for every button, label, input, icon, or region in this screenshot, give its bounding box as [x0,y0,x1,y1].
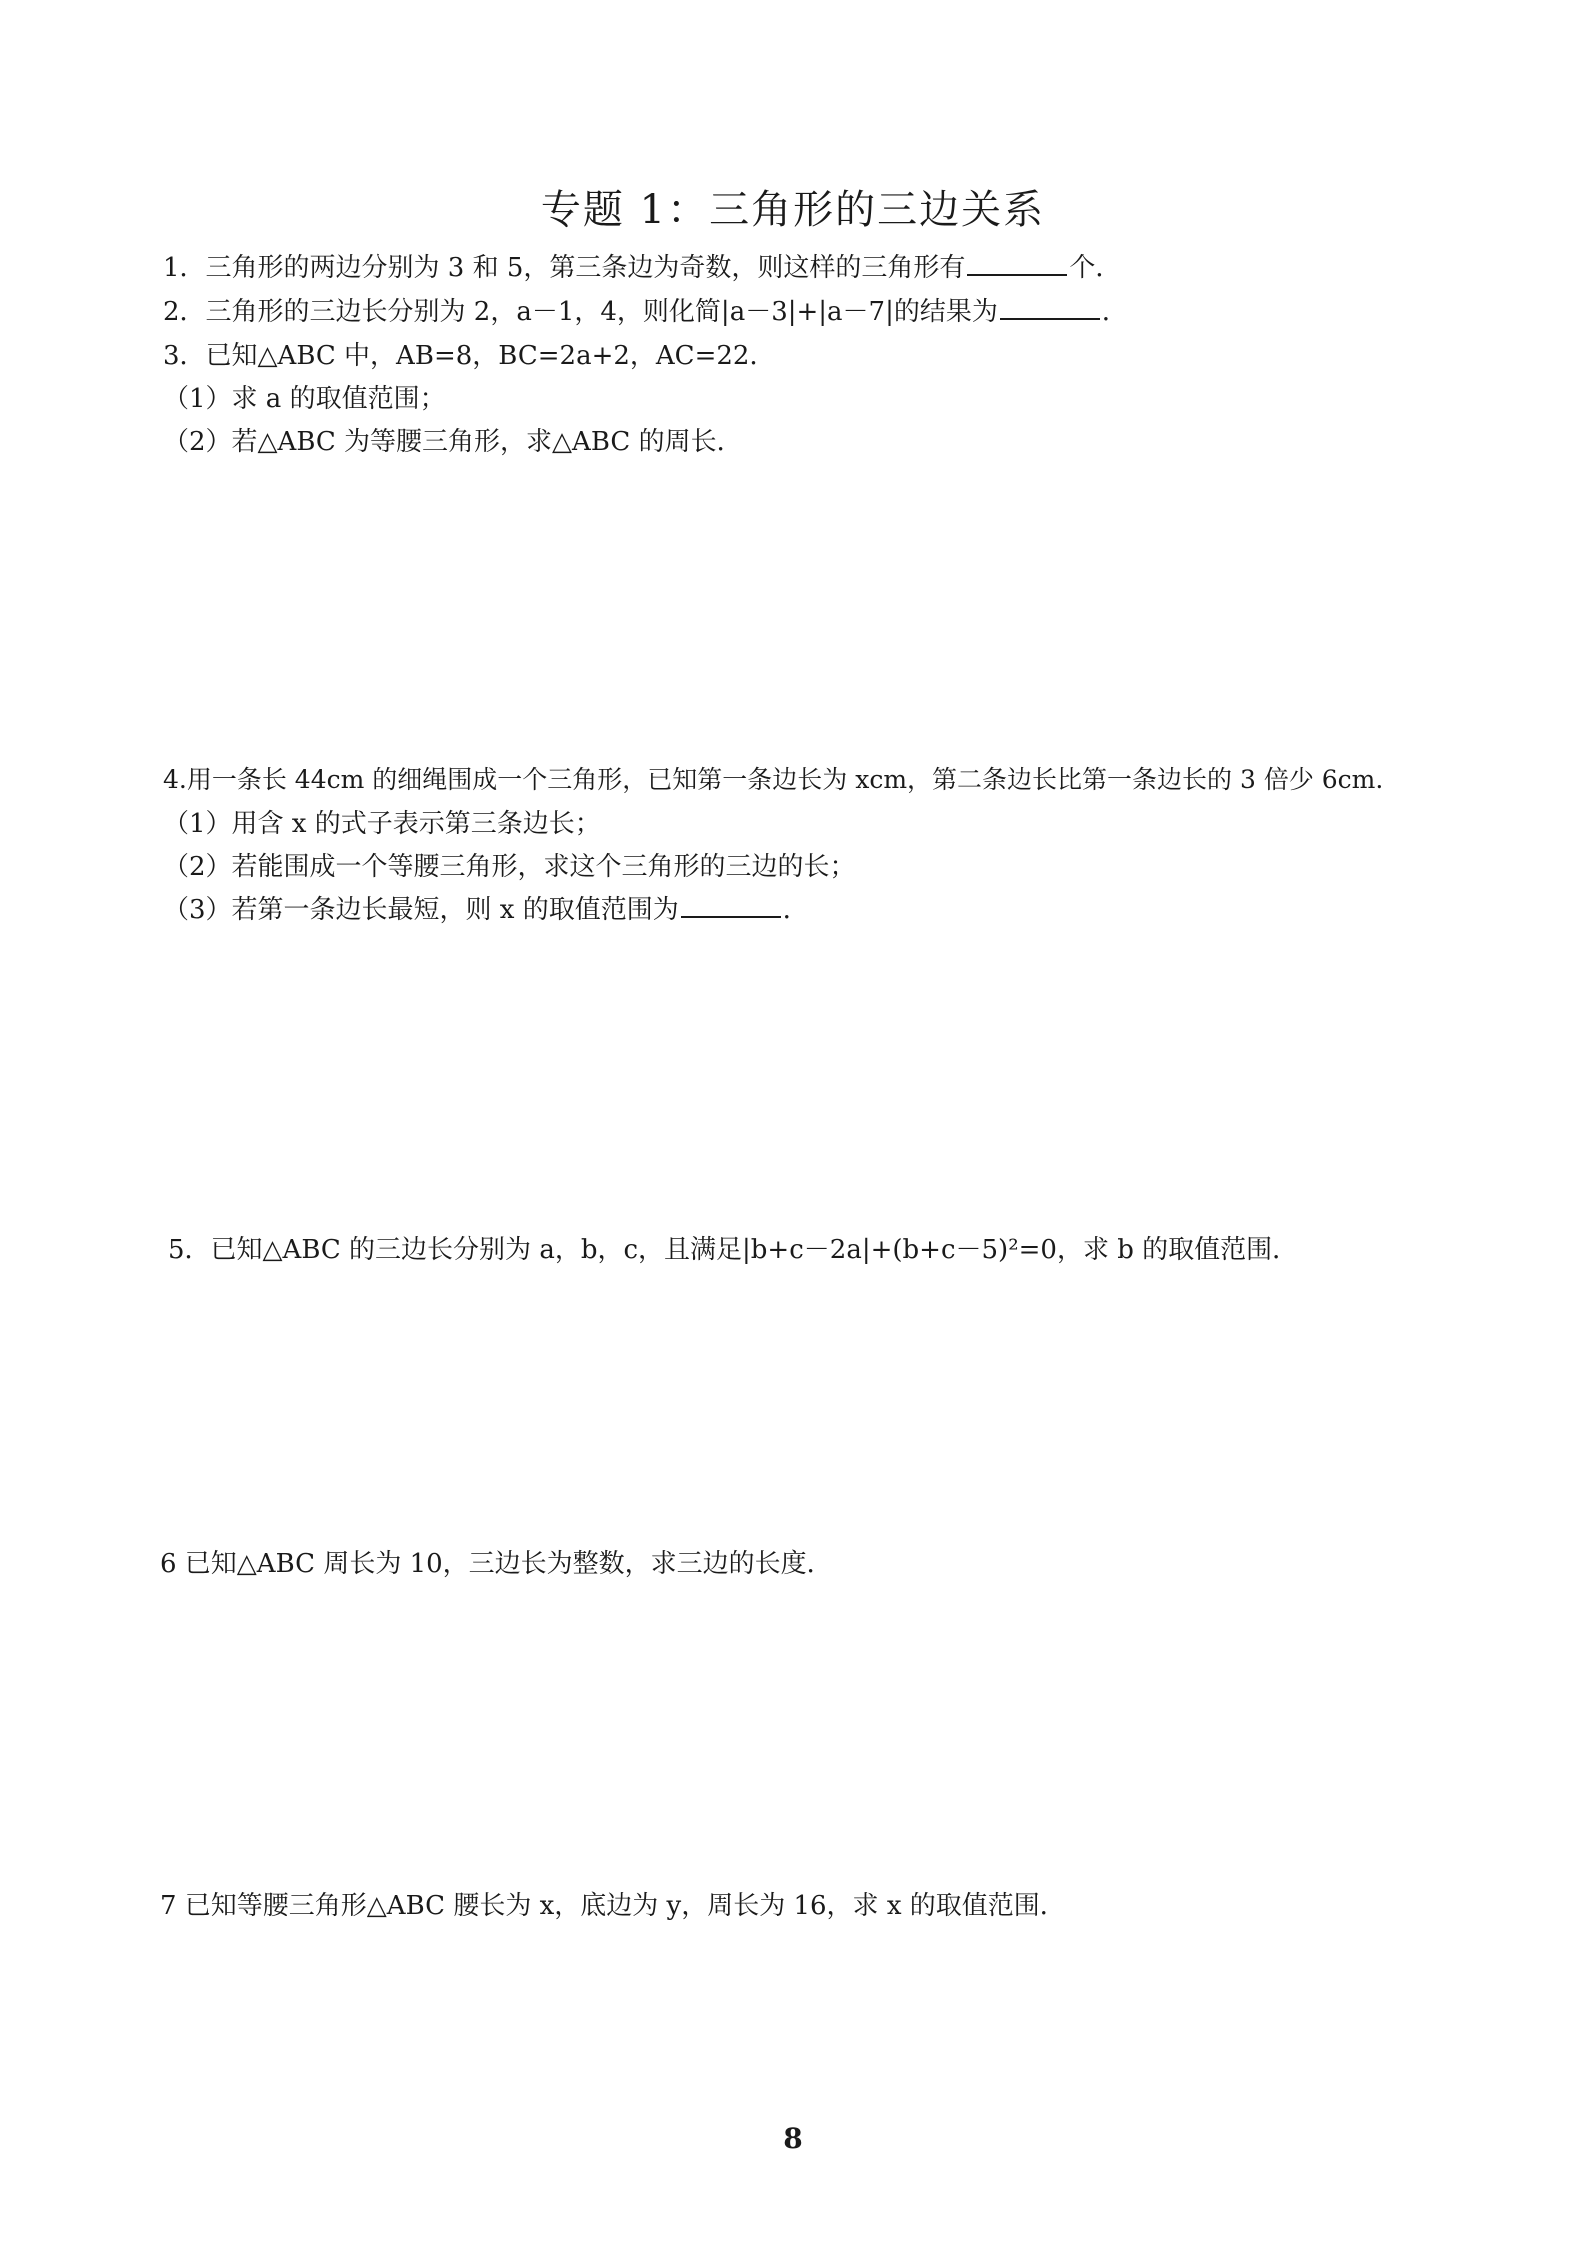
question-7-stem: 7 已知等腰三角形△ABC 腰长为 x，底边为 y，周长为 16，求 x 的取值范围． [160,1891,1066,1921]
answer-blank-4-3 [681,892,781,918]
question-3-part-1: （1）求 a 的取值范围； [163,384,446,414]
question-4-part-3 [163,892,809,928]
page-number: 8 [783,2122,803,2155]
question-1-text: 1．三角形的两边分别为 3 和 5，第三条边为奇数，则这样的三角形有 [163,253,966,283]
page-title: 专题 1：三角形的三边关系 [540,187,1046,233]
question-3-part-2: （2）若△ABC 为等腰三角形，求△ABC 的周长． [163,427,743,457]
question-2 [163,294,1128,330]
question-4-part-3-suffix: ． [782,895,809,925]
question-4-part-3-text: （3）若第一条边长最短，则 x 的取值范围为 [163,895,679,925]
question-4-part-2: （2）若能围成一个等腰三角形，求这个三角形的三边的长； [163,852,856,882]
question-2-text: 2．三角形的三边长分别为 2，a－1，4，则化简|a－3|+|a－7|的结果为 [163,297,998,327]
question-4-part-1: （1）用含 x 的式子表示第三条边长； [163,809,601,839]
question-4-stem: 4.用一条长 44cm 的细绳围成一个三角形，已知第一条边长为 xcm，第二条边长比第一条边长的 3 倍少 6cm. [163,765,1384,794]
question-1-suffix: 个． [1069,253,1122,283]
question-5-stem: 5．已知△ABC 的三边长分别为 a，b，c，且满足|b+c－2a|+(b+c－5)²=0，求 b 的取值范围． [168,1235,1299,1265]
answer-blank-1 [967,250,1067,276]
answer-blank-2 [1000,294,1100,320]
question-2-suffix: ． [1101,297,1128,327]
question-6-stem: 6 已知△ABC 周长为 10，三边长为整数，求三边的长度． [160,1549,833,1579]
question-1 [163,250,1121,286]
question-3-stem: 3．已知△ABC 中，AB=8，BC=2a+2，AC=22． [163,341,776,371]
